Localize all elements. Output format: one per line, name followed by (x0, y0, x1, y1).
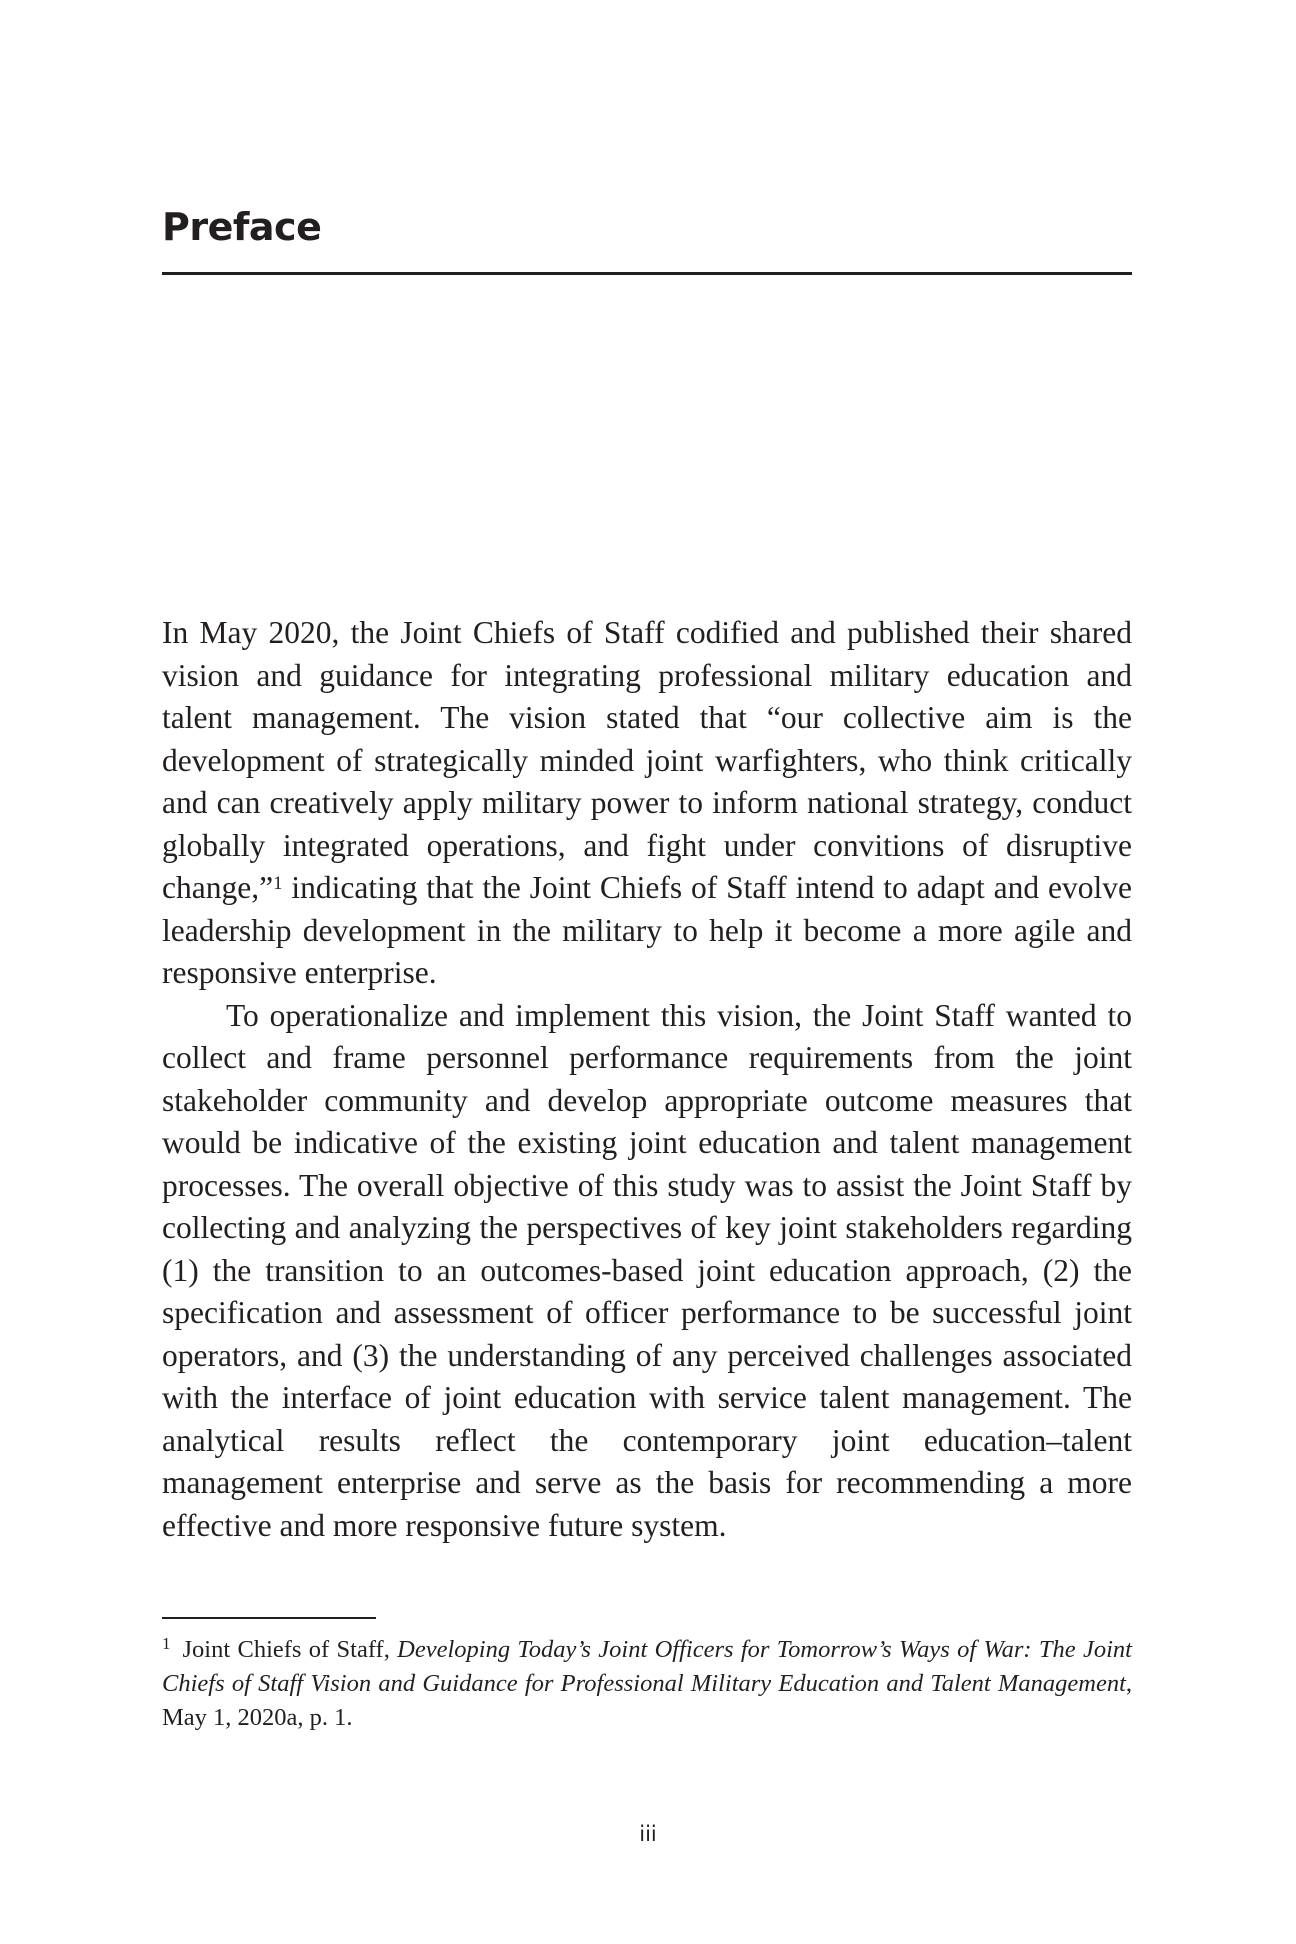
footnote-citation-details: , May 1, 2020a, p. 1. (162, 1670, 1132, 1731)
paragraph-1-continued: indicating that the Joint Chiefs of Staff intend to adapt and evolve leadership development in the military to help it become a more agile and responsive enterprise. (162, 870, 1132, 990)
page-heading: Preface (162, 205, 322, 249)
footnote-reference[interactable]: 1 (273, 873, 283, 894)
footnote-author: Joint Chiefs of Staff, (182, 1636, 398, 1663)
body-text (162, 612, 1132, 1547)
footnote (162, 1633, 1132, 1735)
page-number: iii (639, 1822, 657, 1846)
paragraph-2: To operationalize and implement this vision, the Joint Staff wanted to collect and frame personnel performance requirements from the joint stakeholder community and develop appropriate outcome measures that would be indicative of the existing joint education and talent management processes. The overall objective of this study was to assist the Joint Staff by collecting and analyzing the perspectives of key joint stakeholders regarding (1) the transition to an outcomes-based joint education approach, (2) the specification and assessment of officer performance to be successful joint operators, and (3) the understanding of any perceived challenges associated with the interface of joint education with service talent management. The analytical results reflect the contemporary joint education–talent management enterprise and serve as the basis for recommending a more effective and more responsive future system. (162, 997, 1132, 1543)
footnote-title: Developing Today’s Joint Officers for Tomorrow’s Ways of War: The Joint Chiefs of Staff Vision and Guidance for Professional Military Education and Talent Management (162, 1636, 1132, 1697)
paragraph-1 (162, 612, 1132, 995)
heading-rule (162, 272, 1132, 275)
paragraph-1-text: In May 2020, the Joint Chiefs of Staff codified and published their shared vision and guidance for integrating professional military education and talent management. The vision stated that “our collective aim is the development of strategically minded joint warfighters, who think critically and can creatively apply military power to inform national strategy, conduct globally integrated operations, and fight under convitions of disruptive change,” (162, 615, 1132, 905)
footnote-number: 1 (162, 1634, 171, 1653)
footnote-separator (162, 1617, 376, 1619)
